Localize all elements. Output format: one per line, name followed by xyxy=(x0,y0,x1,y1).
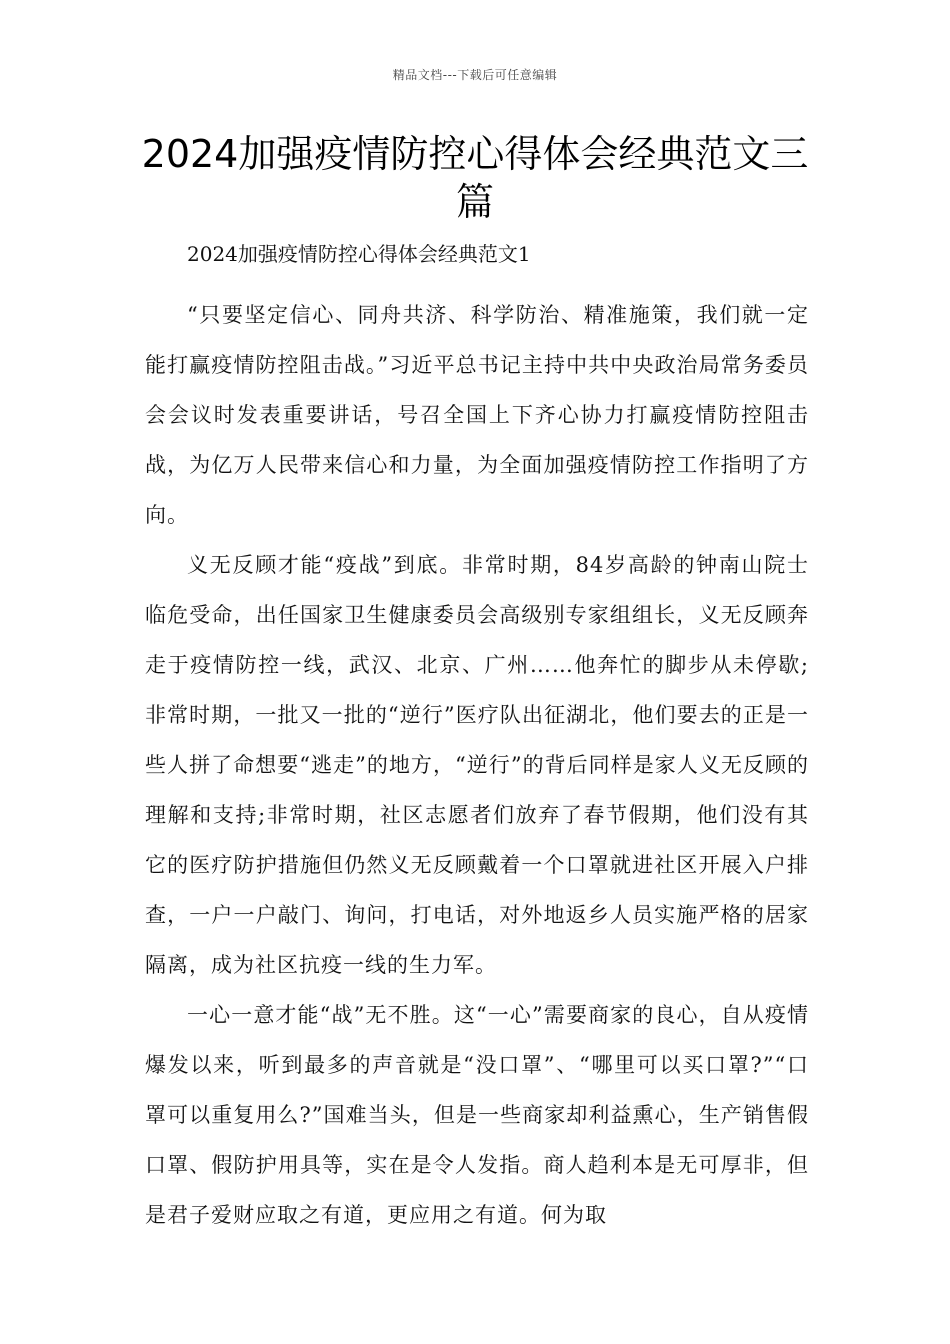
document-title: 2024加强疫情防控心得体会经典范文三篇 xyxy=(141,132,809,224)
paragraph-1: “只要坚定信心、同舟共济、科学防治、精准施策，我们就一定能打赢疫情防控阻击战。”习近平总书记主持中共中央政治局常务委员会会议时发表重要讲话，号召全国上下齐心协力打赢疫情防控阻击战，为亿万人民带来信心和力量，为全面加强疫情防控工作指明了方向。 xyxy=(145,303,809,527)
section-subheading: 2024加强疫情防控心得体会经典范文1 xyxy=(187,242,531,266)
paragraph-3: 一心一意才能“战”无不胜。这“一心”需要商家的良心，自从疫情爆发以来，听到最多的声音就是“没口罩”、“哪里可以买口罩?”“口罩可以重复用么?”国难当头，但是一些商家却利益熏心，生产销售假口罩、假防护用具等，实在是令人发指。商人趋利本是无可厚非，但是君子爱财应取之有道，更应用之有道。何为取 xyxy=(145,1003,809,1227)
header-note: 精品文档---下载后可任意编辑 xyxy=(392,68,558,82)
paragraph-2: 义无反顾才能“疫战”到底。非常时期，84岁高龄的钟南山院士临危受命，出任国家卫生健康委员会高级别专家组组长，义无反顾奔走于疫情防控一线，武汉、北京、广州……他奔忙的脚步从未停歇;非常时期，一批又一批的“逆行”医疗队出征湖北，他们要去的正是一些人拼了命想要“逃走”的地方，“逆行”的背后同样是家人义无反顾的理解和支持;非常时期，社区志愿者们放弃了春节假期，他们没有其它的医疗防护措施但仍然义无反顾戴着一个口罩就进社区开展入户排查，一户一户敲门、询问，打电话，对外地返乡人员实施严格的居家隔离，成为社区抗疫一线的生力军。 xyxy=(145,553,809,977)
document-body xyxy=(145,236,809,1240)
